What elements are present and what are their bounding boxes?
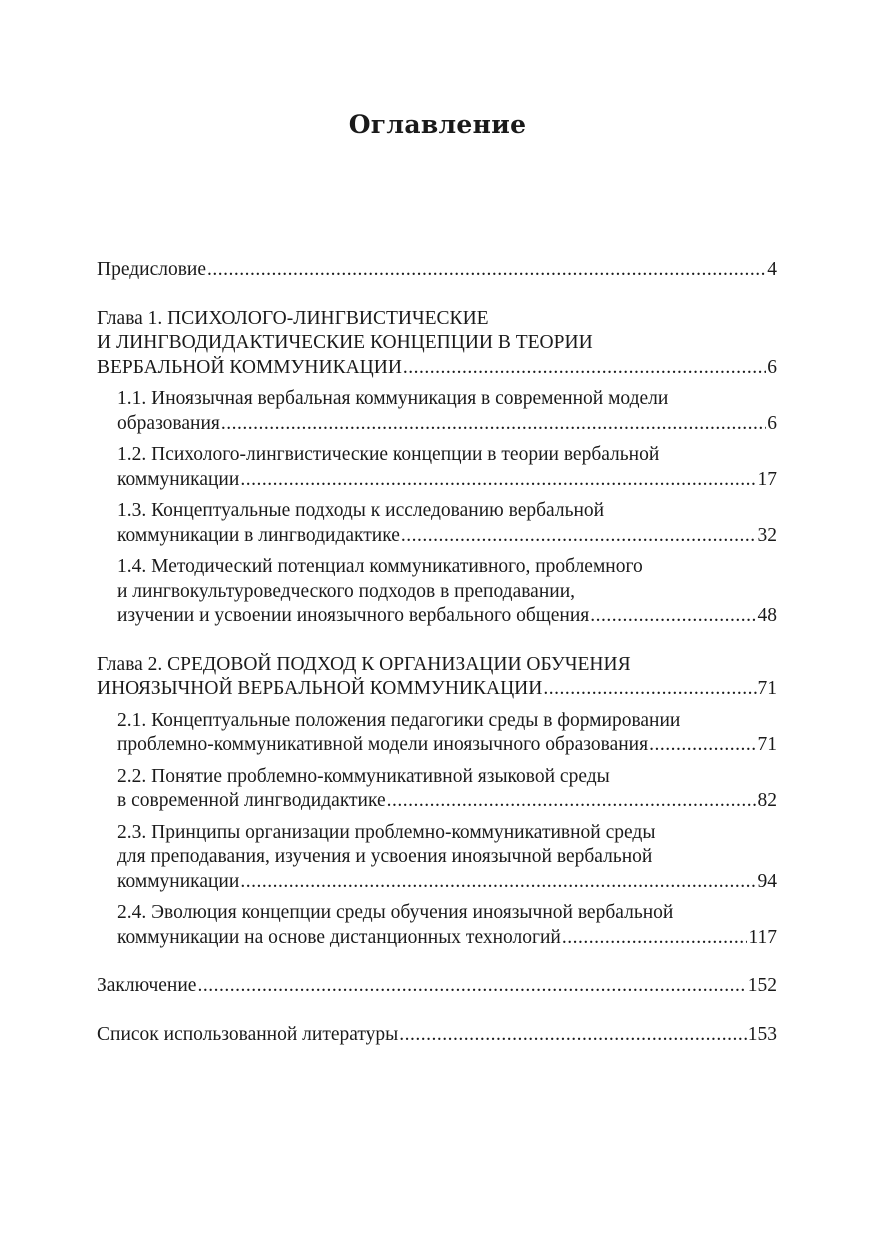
toc-entry-title: 1.4. Методический потенциал коммуникативного, проблемного [117,556,643,577]
toc-page-number: 17 [757,468,777,490]
dot-leader [401,524,757,549]
toc-page-number: 6 [767,412,777,434]
toc-entry-title: 1.1. Иноязычная вербальная коммуникация в современной модели [117,388,669,409]
toc-page-number: 152 [747,975,777,996]
toc-entry-section-2-3[interactable] [97,821,777,895]
toc-entry-title: изучении и усвоении иноязычного вербального общения [117,605,590,626]
toc-entry-section-2-2[interactable] [97,765,777,814]
dot-leader [590,604,756,629]
dot-leader [387,789,757,814]
page-title: Оглавление [348,110,527,139]
toc-entry-preface[interactable] [97,258,777,283]
toc-entry-title: и лингвокультуроведческого подходов в преподавании, [117,580,576,602]
dot-leader [399,1023,746,1048]
toc-page-number: 94 [757,870,777,892]
toc-page-number: 71 [757,678,777,699]
toc-entry-section-1-3[interactable] [97,499,777,548]
toc-entry-title: для преподавания, изучения и усвоения иноязычной вербальной [117,846,653,867]
dot-leader [403,356,766,381]
dot-leader [240,468,756,493]
toc-entry-chapter-1[interactable] [97,307,777,381]
toc-entry-title: 2.3. Принципы организации проблемно-коммуникативной среды [117,821,656,843]
toc-entry-title: Заключение [97,975,197,996]
toc-entry-title: коммуникации [117,870,240,892]
toc-page-number: 48 [757,605,777,626]
toc-entry-section-2-1[interactable] [97,709,777,758]
toc-entry-title: ИНОЯЗЫЧНОЙ ВЕРБАЛЬНОЙ КОММУНИКАЦИИ [97,678,543,699]
toc-page-number: 6 [767,356,777,378]
dot-leader [649,733,756,758]
toc-entry-title: 2.2. Понятие проблемно-коммуникативной языковой среды [117,765,610,787]
toc-entry-section-1-4[interactable] [97,555,777,629]
toc-page-number: 82 [757,790,777,811]
toc-entry-title: проблемно-коммуникативной модели иноязычного образования [117,734,649,755]
toc-page-number: 153 [747,1023,777,1045]
toc-entry-title: Глава 2. СРЕДОВОЙ ПОДХОД К ОРГАНИЗАЦИИ ОБУЧЕНИЯ [97,653,631,675]
toc-entry-title: Предисловие [97,259,207,280]
toc-entry-title: 1.2. Психолого-лингвистические концепции в теории вербальной [117,444,660,465]
toc-page-number: 4 [767,259,777,280]
toc-entry-title: 2.4. Эволюция концепции среды обучения иноязычной вербальной [117,902,674,923]
toc-page-number: 71 [757,734,777,755]
toc-entry-title: И ЛИНГВОДИДАКТИЧЕСКИЕ КОНЦЕПЦИИ В ТЕОРИИ [97,332,593,353]
toc-entry-title: коммуникации на основе дистанционных технологий [117,926,561,948]
toc-entry-title: 1.3. Концептуальные подходы к исследованию вербальной [117,500,605,521]
toc-entry-section-1-2[interactable] [97,443,777,492]
toc-page-number: 117 [748,926,777,948]
table-of-contents [97,258,777,1047]
dot-leader [221,412,766,437]
toc-entry-title: коммуникации в лингводидактике [117,524,400,546]
dot-leader [207,258,766,283]
toc-page-number: 32 [757,524,777,546]
toc-entry-title: образования [117,412,220,434]
toc-entry-title: Глава 1. ПСИХОЛОГО-ЛИНГВИСТИЧЕСКИЕ [97,307,489,329]
toc-entry-title: коммуникации [117,468,240,490]
toc-entry-section-1-1[interactable] [97,387,777,436]
dot-leader [197,974,746,999]
toc-entry-title: Список использованной литературы [97,1023,399,1045]
dot-leader [543,677,756,702]
toc-entry-section-2-4[interactable] [97,901,777,950]
toc-entry-chapter-2[interactable] [97,653,777,702]
toc-entry-title: в современной лингводидактике [117,790,386,811]
toc-entry-conclusion[interactable] [97,974,777,999]
dot-leader [240,870,756,895]
dot-leader [562,926,748,951]
toc-entry-bibliography[interactable] [97,1023,777,1048]
toc-entry-title: 2.1. Концептуальные положения педагогики среды в формировании [117,709,681,731]
toc-entry-title: ВЕРБАЛЬНОЙ КОММУНИКАЦИИ [97,356,402,378]
